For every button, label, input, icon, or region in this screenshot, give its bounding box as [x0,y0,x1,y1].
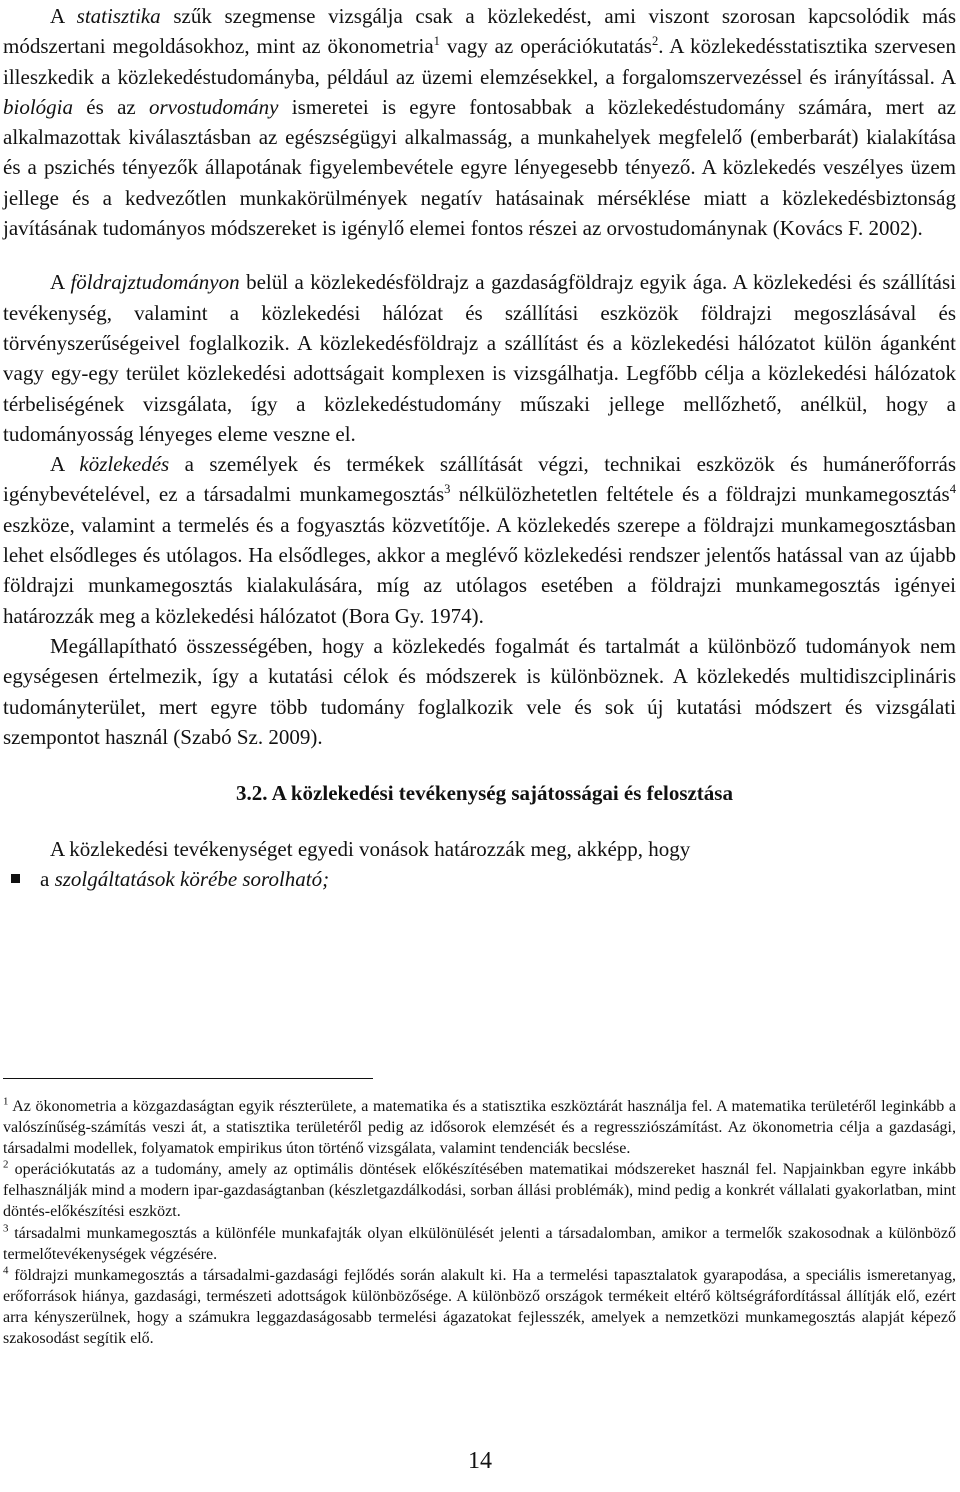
paragraph-statistics-biology [3,1,956,243]
text-run: vagy az operációkutatás [439,34,652,59]
text-run: ismeretei is egyre fontosabbak a közlekedéstudomány számára, mert az alkalmazottak kiválasztásban az egészségügyi alkalmasság, a munkahelyek megfelelő (emberbarát) kialakítása és a pszichés tényezők állapotának figyelembevétele egyre lényegesebb tényező. A közlekedés veszélyes üzem jellege és a kedvezőtlen munkakörülmények negatív hatásainak mérséklése miatt a közlekedésbiztonság javításának tudományos módszereket is igénylő elemei fontos részei az orvostudománynak (Kovács F. 2002). [3,94,956,241]
intro-sentence: A közlekedési tevékenységet egyedi vonások határozzák meg, akképp, hogy [50,837,691,862]
page-number: 14 [468,1448,492,1474]
emphasis: földrajztudományon [70,270,240,295]
footnote-ref: 1 [3,1095,9,1108]
text-run: földrajzi munkamegosztás a társadalmi-gazdasági fejlődés során alakult ki. Ha a termelési tapasztalatok gyarapodása, a speciális ismeretanyag, erőforrások hiánya, gazdasági, természeti adottságok különbözősége. A különböző országok termékeit eltérő költségráfordítással állítják elő, ezért arra kényszerülnek, hogy a számukra leggazdaságosabb termelési ágazatokat fejlesszék, amelyek a nemzetközi munkamegosztás alapját képező szakosodást segítik elő. [3,1266,956,1348]
bullet-item-text [40,867,329,891]
footnote-1 [3,1096,956,1159]
bullet-item [3,864,956,894]
emphasis: közlekedés [79,452,170,477]
text-run: A [50,4,77,28]
footnote-separator [3,1078,373,1079]
paragraph-summary [3,631,956,752]
footnote-ref: 3 [444,482,451,497]
square-bullet-icon [11,874,20,883]
text-run: belül a közlekedésföldrajz a gazdaságföldrajz egyik ága. A közlekedési és szállítási tevékenység, valamint a közlekedési hálózat és szállítási eszközök földrajzi megoszlásával és törvényszerűségeivel foglalkozik. A közlekedésföldrajz a szállítást és a közlekedési hálózatot külön áganként vagy egy-egy terület közlekedési adottságait komplexen is vizsgálhatja. Legfőbb célja a közlekedési hálózatok térbeliségének vizsgálata, így a közlekedéstudomány műszaki jellege mellőzhető, anélkül, hogy a tudományosság lényeges eleme veszne el. [3,270,956,446]
text-run: Az ökonometria a közgazdaságtan egyik részterülete, a matematika és a statisztika eszköztárát használja fel. A matematika területéről leginkább a valószínűség-számítás veszi át, a statisztika területéről pedig az idősorok elemzését és a regressziószámítást. Az ökonometria célja a gazdasági, társadalmi modellek, folyamatok empirikus úton történő vizsgálata, valamint tendenciák becslése. [3,1098,956,1158]
footnote-ref: 4 [949,482,957,497]
text-run: operációkutatás az a tudomány, amely az optimális döntések előkészítésében matematikai módszereket használ fel. Napjainkban egyre inkább felhasználják mind a modern ipar-gazdaságtanban (készletgazdálkodási, sorban állási problémák), mind pedig a konkrét vállalati gyakorlatban, mint döntés-előkészítési eszközt. [3,1161,956,1221]
text-run: és az [73,94,149,119]
footnote-ref: 1 [433,34,440,49]
footnote-4 [3,1265,956,1349]
footnotes [3,1096,956,1349]
text-run: eszköze, valamint a termelés és a fogyasztás közvetítője. A közlekedés szerepe a földrajzi munkamegosztásban lehet elsődleges és utólagos. Ha elsődleges, akkor a meglévő közlekedési rendszer jelentős hatással van az újabb földrajzi munkamegosztás kialakulására, míg az utólagos esetében a földrajzi munkamegosztás igényei határozzák meg a közlekedési hálózatot (Bora Gy. 1974). [3,512,956,628]
text-run: nélkülözhetetlen feltétele és a földrajzi munkamegosztás [450,482,950,507]
emphasis: biológia [3,94,74,119]
text-run: szűk szegmense vizsgálja csak a közlekedést, ami viszont szorosan kapcsolódik más módszertani megoldásokhoz, mint az ökonometria [3,4,956,59]
emphasis: statisztika [76,4,161,28]
text-run: Megállapítható összességében, hogy a közlekedés fogalmát és tartalmát a különböző tudományok nem egységesen értelmezik, így a kutatási célok és módszerek is különböznek. A közlekedés multidiszciplináris tudományterület, mert egyre több tudomány foglalkozik vele és sok új kutatási módszert és vizsgálati szempontot használ (Szabó Sz. 2009). [3,633,956,749]
footnote-ref: 4 [3,1264,9,1277]
footnote-3 [3,1223,956,1265]
text-run: társadalmi munkamegosztás a különféle munkafajták olyan elkülönülését jelenti a társadalomban, amikor a termelők szakosodnak a különböző termelőtevékenységek végzésére. [3,1224,956,1263]
footnote-ref: 2 [3,1158,9,1171]
paragraph-transport-definition [3,449,956,631]
emphasis: orvostudomány [148,94,279,119]
paragraph-geography [3,267,956,449]
text-run: a személyek és termékek szállítását végzi, technikai eszközök és humánerőforrás igénybevételével, ez a társadalmi munkamegosztás [3,452,956,507]
section-heading: 3.2. A közlekedési tevékenység sajátosságai és felosztása [236,781,733,806]
text-run: a [40,867,55,892]
text-run: . A közlekedésstatisztika szervesen illeszkedik a közlekedéstudományba, például az üzemi elemzésekkel, a forgalomszervezéssel és irányítással. A [3,34,956,89]
footnote-ref: 3 [3,1222,9,1235]
emphasis: szolgáltatások körébe sorolható; [54,867,330,892]
footnote-2 [3,1159,956,1222]
text-run: A [50,452,80,477]
main-text [3,1,956,894]
text-run: A [50,270,71,295]
footnote-ref: 2 [651,34,659,49]
